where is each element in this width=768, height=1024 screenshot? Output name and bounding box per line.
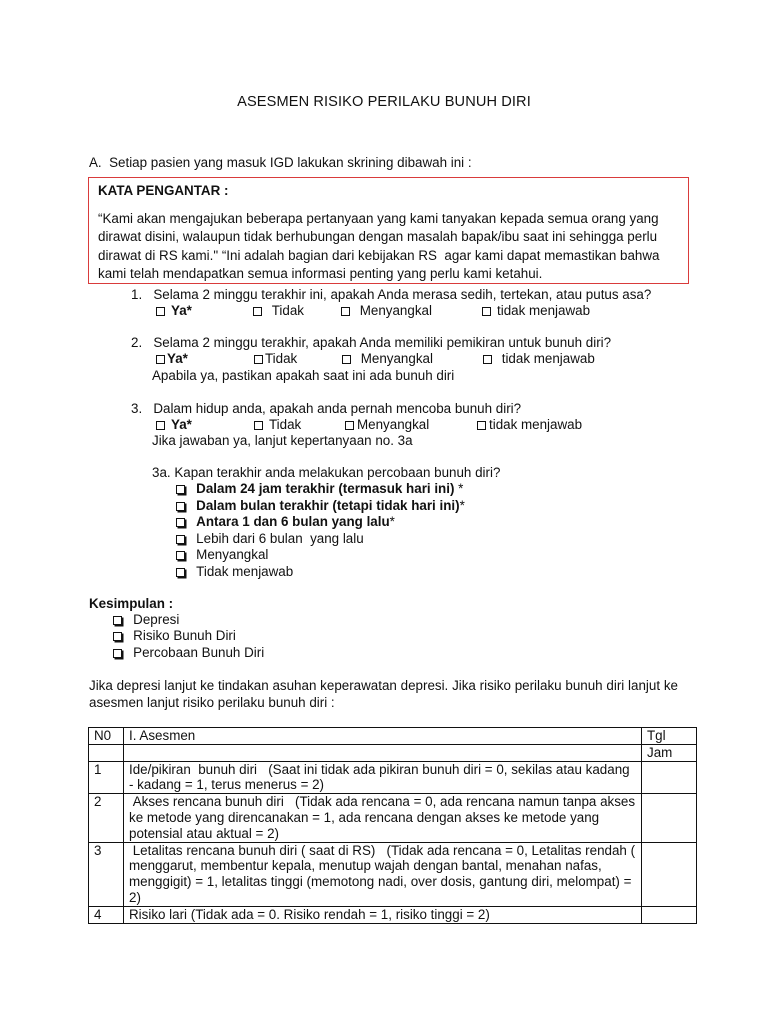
row-text: Letalitas rencana bunuh diri ( saat di RS) (Tidak ada rencana = 0, Letalitas rendah ( menggarut, membentur kepala, menutup wajah dengan bantal, menahan nafas, menggigit) = 1, letalitas tinggi (memotong nadi, over dosis, gantung diri, melompat) = 2): [124, 842, 642, 906]
checkbox-icon: [156, 355, 165, 364]
checkbox-icon: [176, 551, 185, 560]
q3a-option-noanswer[interactable]: Tidak menjawab: [176, 564, 293, 581]
question-2: 2. Selama 2 minggu terakhir, apakah Anda memiliki pemikiran untuk bunuh diri?: [131, 335, 612, 350]
row-score-cell[interactable]: [642, 842, 697, 906]
q3-option-no[interactable]: Tidak: [254, 417, 301, 434]
checkbox-icon: [176, 518, 185, 527]
checkbox-icon: [482, 307, 491, 316]
q1-option-yes[interactable]: Ya*: [156, 303, 192, 320]
checkbox-icon: [176, 568, 185, 577]
question-2-note: Apabila ya, pastikan apakah saat ini ada bunuh diri: [152, 368, 455, 383]
section-a-instruction: A. Setiap pasien yang masuk IGD lakukan skrining dibawah ini :: [89, 155, 472, 170]
intro-heading: KATA PENGANTAR :: [98, 183, 229, 198]
table-row: [89, 842, 697, 906]
intro-text: “Kami akan mengajukan beberapa pertanyaan yang kami tanyakan kepada semua orang yang dirawat disini, walaupun tidak berhubungan dengan masalah bapak/ibu saat ini sehingga perlu dirawat di RS kami." “Ini adalah bagian dari kebijakan RS agar kami dapat memastikan bahwa kami telah mendapatkan semua informasi penting yang perlu kami ketahui.: [98, 211, 660, 282]
checkbox-icon: [345, 421, 354, 430]
intro-box: [88, 177, 689, 284]
question-3: 3. Dalam hidup anda, apakah anda pernah mencoba bunuh diri?: [131, 401, 522, 416]
row-text: Risiko lari (Tidak ada = 0. Risiko rendah = 1, risiko tinggi = 2): [124, 906, 642, 923]
q3a-option-1-6-months[interactable]: Antara 1 dan 6 bulan yang lalu*: [176, 514, 395, 531]
checkbox-icon: [113, 616, 122, 625]
q3-option-noanswer[interactable]: tidak menjawab: [477, 417, 582, 434]
header-time: Jam: [642, 744, 697, 761]
conclusion-heading: Kesimpulan :: [89, 596, 174, 611]
table-row: [89, 794, 697, 842]
checkbox-icon: [477, 421, 486, 430]
checkbox-icon: [254, 355, 263, 364]
table-header-row: [89, 728, 697, 745]
table-cell: [89, 744, 124, 761]
table-row: [89, 761, 697, 794]
q2-option-deny[interactable]: Menyangkal: [342, 351, 433, 368]
q3a-option-over-6-months[interactable]: Lebih dari 6 bulan yang lalu: [176, 531, 364, 548]
conclusion-suicide-risk[interactable]: Risiko Bunuh Diri: [113, 628, 236, 645]
q3a-option-24h[interactable]: Dalam 24 jam terakhir (termasuk hari ini) *: [176, 481, 463, 498]
header-no: N0: [89, 728, 124, 745]
checkbox-icon: [113, 649, 122, 658]
table-cell: [124, 744, 642, 761]
question-3-note: Jika jawaban ya, lanjut kepertanyaan no. 3a: [152, 433, 413, 448]
follow-up-instruction: Jika depresi lanjut ke tindakan asuhan keperawatan depresi. Jika risiko perilaku bunuh diri lanjut ke asesmen lanjut risiko perilaku bunuh diri :: [89, 678, 678, 710]
q2-option-yes[interactable]: Ya*: [156, 351, 188, 368]
row-number: 1: [89, 761, 124, 794]
table-subheader-row: [89, 744, 697, 761]
checkbox-icon: [176, 535, 185, 544]
q1-option-noanswer[interactable]: tidak menjawab: [482, 303, 590, 320]
header-assessment: I. Asesmen: [124, 728, 642, 745]
question-3a: 3a. Kapan terakhir anda melakukan percobaan bunuh diri?: [152, 465, 501, 480]
table-row: [89, 906, 697, 923]
checkbox-icon: [156, 421, 165, 430]
row-text: Akses rencana bunuh diri (Tidak ada rencana = 0, ada rencana namun tanpa akses ke metode yang direncanakan = 1, ada rencana dengan akses ke metode yang potensial atau aktual = 2): [124, 794, 642, 842]
q3-option-yes[interactable]: Ya*: [156, 417, 192, 434]
header-date: Tgl: [642, 728, 697, 745]
checkbox-icon: [113, 632, 122, 641]
checkbox-icon: [341, 307, 350, 316]
q1-option-deny[interactable]: Menyangkal: [341, 303, 432, 320]
q3-option-deny[interactable]: Menyangkal: [345, 417, 429, 434]
q3a-option-month[interactable]: Dalam bulan terakhir (tetapi tidak hari ini)*: [176, 498, 465, 515]
row-text: Ide/pikiran bunuh diri (Saat ini tidak ada pikiran bunuh diri = 0, sekilas atau kadang - kadang = 1, terus menerus = 2): [124, 761, 642, 794]
page-title: ASESMEN RISIKO PERILAKU BUNUH DIRI: [237, 94, 531, 110]
checkbox-icon: [254, 421, 263, 430]
q2-option-no[interactable]: Tidak: [254, 351, 297, 368]
checkbox-icon: [176, 502, 185, 511]
checkbox-icon: [342, 355, 351, 364]
row-score-cell[interactable]: [642, 906, 697, 923]
checkbox-icon: [156, 307, 165, 316]
question-1: 1. Selama 2 minggu terakhir ini, apakah Anda merasa sedih, tertekan, atau putus asa?: [131, 287, 652, 302]
checkbox-icon: [483, 355, 492, 364]
conclusion-suicide-attempt[interactable]: Percobaan Bunuh Diri: [113, 645, 264, 662]
row-number: 2: [89, 794, 124, 842]
checkbox-icon: [176, 485, 185, 494]
q1-option-no[interactable]: Tidak: [253, 303, 304, 320]
checkbox-icon: [253, 307, 262, 316]
assessment-table: [88, 727, 697, 924]
q2-option-noanswer[interactable]: tidak menjawab: [483, 351, 595, 368]
row-score-cell[interactable]: [642, 761, 697, 794]
row-score-cell[interactable]: [642, 794, 697, 842]
conclusion-depression[interactable]: Depresi: [113, 612, 179, 629]
q3a-option-deny[interactable]: Menyangkal: [176, 547, 268, 564]
row-number: 4: [89, 906, 124, 923]
row-number: 3: [89, 842, 124, 906]
